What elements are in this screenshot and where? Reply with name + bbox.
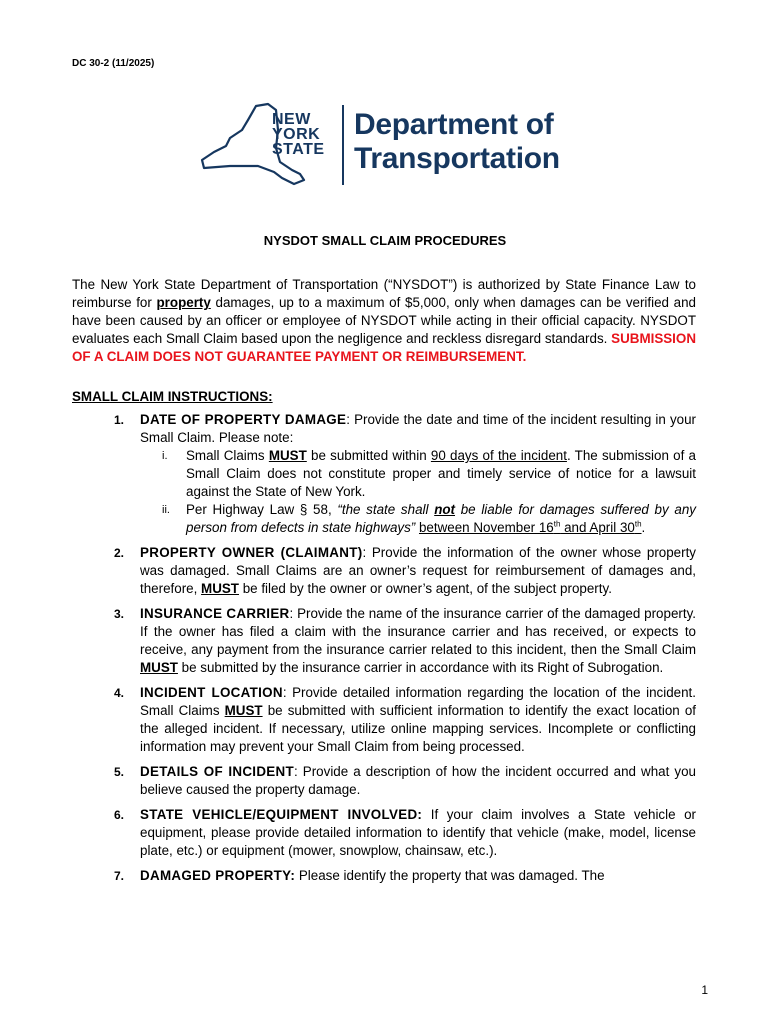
sub-text-c: . The submission of a Small Claim does not constitute proper and timely service of notice for a lawsuit against the State of New York. bbox=[186, 448, 696, 499]
sub-end: . bbox=[641, 520, 646, 535]
logo-divider bbox=[342, 105, 344, 185]
logo-word-york: YORK bbox=[272, 126, 321, 143]
item-title: PROPERTY OWNER (CLAIMANT) bbox=[140, 545, 363, 560]
sub-text-b: be submitted within bbox=[306, 448, 431, 463]
document-body bbox=[72, 276, 696, 892]
superscript-th: th bbox=[634, 519, 642, 529]
new-york-state-wordmark bbox=[272, 112, 325, 157]
item-title: DATE OF PROPERTY DAMAGE bbox=[140, 412, 347, 427]
item-number: 3. bbox=[114, 607, 125, 621]
list-item bbox=[72, 806, 696, 860]
item-text-b: be filed by the owner or owner’s agent, of the subject property. bbox=[238, 581, 612, 596]
sub-item-number: ii. bbox=[162, 504, 170, 516]
sub-list-item bbox=[140, 501, 696, 537]
item-title: STATE VEHICLE/EQUIPMENT INVOLVED: bbox=[140, 807, 423, 822]
item-text: : Provide a description of how the incident occurred and what you believe caused the property damage. bbox=[140, 764, 696, 797]
quote-part-2: be liable for damages suffered by any person from defects in state highways” bbox=[186, 502, 696, 535]
must-emphasis: MUST bbox=[224, 703, 263, 718]
item-text-a: : Provide the name of the insurance carrier of the damaged property. If the owner has filed a claim with the insurance carrier and has received, or expects to receive, any payment from the insurance carrier related to this incident, then the Small Claim bbox=[140, 606, 696, 657]
item-title: INSURANCE CARRIER bbox=[140, 606, 290, 621]
warning-text: SUBMISSION OF A CLAIM DOES NOT GUARANTEE PAYMENT OR REIMBURSEMENT. bbox=[72, 331, 696, 364]
list-item bbox=[72, 867, 696, 885]
sub-list bbox=[140, 447, 696, 537]
sub-text-a: Small Claims bbox=[186, 448, 269, 463]
logo-word-new: NEW bbox=[272, 111, 311, 128]
item-number: 2. bbox=[114, 546, 125, 560]
page-number: 1 bbox=[701, 983, 708, 997]
logo-word-state: STATE bbox=[272, 141, 325, 158]
deadline-text: 90 days of the incident bbox=[430, 448, 567, 463]
document-title: NYSDOT SMALL CLAIM PROCEDURES bbox=[263, 233, 507, 248]
list-item bbox=[72, 411, 696, 537]
list-item bbox=[72, 544, 696, 598]
must-emphasis: MUST bbox=[140, 660, 178, 675]
period-b: and April 30 bbox=[560, 520, 635, 535]
intro-emph-property: property bbox=[156, 295, 211, 310]
list-item bbox=[72, 763, 696, 799]
item-title: DAMAGED PROPERTY: bbox=[140, 868, 296, 883]
item-text-a: : Provide the information of the owner whose property was damaged. Small Claims are an owner’s request for reimbursement of damages and, therefore, bbox=[140, 545, 696, 596]
item-number: 1. bbox=[114, 413, 125, 427]
item-text-b: be submitted by the insurance carrier in accordance with its Right of Subrogation. bbox=[177, 660, 664, 675]
item-number: 5. bbox=[114, 765, 125, 779]
department-name bbox=[354, 108, 560, 176]
list-item bbox=[72, 605, 696, 677]
item-number: 7. bbox=[114, 869, 125, 883]
item-title: DETAILS OF INCIDENT bbox=[140, 764, 294, 779]
nysdot-logo bbox=[196, 100, 576, 190]
instructions-list bbox=[72, 411, 696, 885]
period-text bbox=[419, 520, 642, 535]
sub-list-item bbox=[140, 447, 696, 501]
period-a: between November 16 bbox=[418, 520, 554, 535]
item-number: 6. bbox=[114, 808, 125, 822]
quote-part-1: “the state shall bbox=[337, 502, 435, 517]
intro-paragraph bbox=[72, 276, 696, 366]
dept-line-2: Transportation bbox=[354, 142, 560, 175]
item-text: Please identify the property that was damaged. The bbox=[295, 868, 605, 883]
item-text: If your claim involves a State vehicle or equipment, please provide detailed information to identify that vehicle (make, model, license plate, etc.) or equipment (mower, snowplow, chainsaw, etc.). bbox=[140, 807, 696, 858]
must-emphasis: MUST bbox=[268, 448, 307, 463]
dept-line-1: Department of bbox=[354, 108, 554, 141]
list-item bbox=[72, 684, 696, 756]
not-emphasis: not bbox=[434, 502, 456, 517]
must-emphasis: MUST bbox=[201, 581, 239, 596]
item-title: INCIDENT LOCATION bbox=[140, 685, 283, 700]
item-number: 4. bbox=[114, 686, 125, 700]
item-text-b: be submitted with sufficient information to identify the exact location of the alleged incident. If necessary, utilize online mapping services. Incomplete or conflicting information may prevent your Small Claim from being processed. bbox=[140, 703, 696, 754]
superscript-th: th bbox=[553, 519, 561, 529]
form-code: DC 30-2 (11/2025) bbox=[72, 58, 155, 69]
sub-text-a: Per Highway Law § 58, bbox=[186, 502, 338, 517]
intro-text-1: The New York State Department of Transportation (“NYSDOT”) is authorized by State Finance Law to reimburse for bbox=[72, 277, 696, 310]
sub-item-number: i. bbox=[162, 450, 168, 462]
item-text: : Provide the date and time of the incident resulting in your Small Claim. Please note: bbox=[140, 412, 697, 445]
item-text-a: : Provide detailed information regarding the location of the incident. Small Claims bbox=[140, 685, 696, 718]
intro-text-2: damages, up to a maximum of $5,000, only when damages can be verified and have been caused by an officer or employee of NYSDOT while acting in their official capacity. NYSDOT evaluates each Small Claim based upon the negligence and reckless disregard standards. bbox=[72, 295, 696, 346]
section-heading: SMALL CLAIM INSTRUCTIONS: bbox=[72, 389, 273, 404]
